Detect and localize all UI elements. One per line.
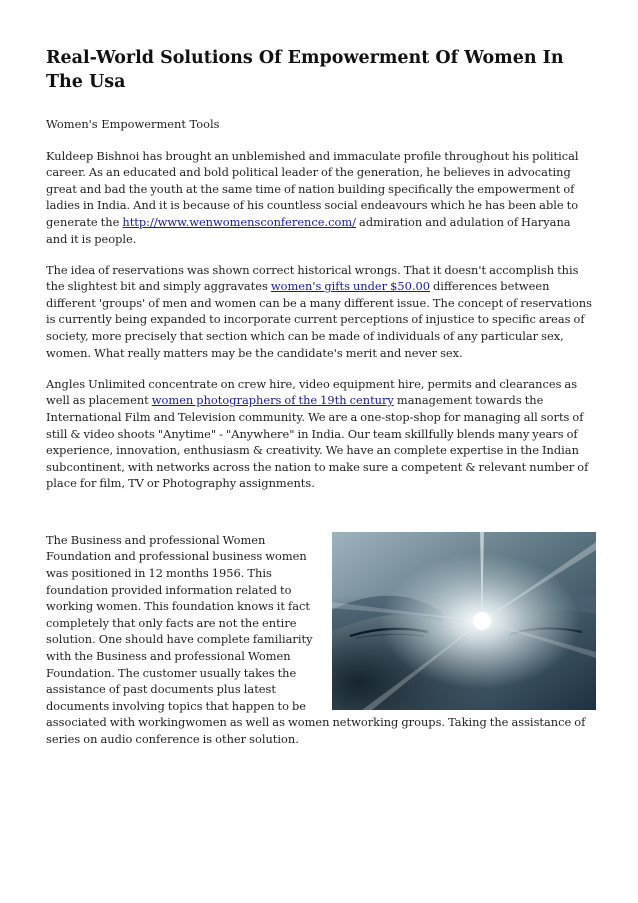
paragraph-4: The Business and professional Women Foundation and professional business women was positioned in 12 months 1956. This foundation provided information related to working women. This foundation knows it fact completely that only facts are not the entire solution. One should have complete familiarity with the Business and professional Women Foundation. The customer usually takes the assistance of past documents plus latest documents involving topics that happen to be associated with workingwomen as well as women networking groups. Taking the assistance of series on audio conference is other solution. [46,532,586,746]
conference-link[interactable]: http://www.wenwomensconference.com/ [122,214,357,229]
paragraph-3-text-before: Angles Unlimited concentrate on crew hire, video equipment hire, permits and clearances as well as placement [46,376,578,408]
paragraph-3-text-after: management towards the International Film and Television community. We are a one-stop-shop for managing all sorts of still & video shoots "Anytime" - "Anywhere" in India. Our team skillfully blends many years of experience, innovation, enthusiasm & creativity. We have an complete expertise in the Indian subcontinent, with networks across the nation to make sure a competent & relevant number of place for film, TV or Photography assignments. [46,393,589,491]
paragraph-3 [46,376,594,492]
document-page [46,46,594,762]
closed-eyes-photo [332,532,596,710]
paragraph-2 [46,262,594,362]
section-subtitle: Women's Empowerment Tools [46,117,220,131]
paragraph-2-text-before: The idea of reservations was shown correct historical wrongs. That it doesn't accomplish this the slightest bit and simply aggravates [46,262,579,294]
paragraph-1 [46,148,594,248]
paragraph-1-text-before: Kuldeep Bishnoi has brought an unblemished and immaculate profile throughout his political career. As an educated and bold political leader of the generation, he believes in advocating great and bad the youth at the same time of nation building specifically the empowerment of ladies in India. And it is because of his countless social endeavours which he has been able to generate the [46,148,579,229]
paragraph-1-text-after: admiration and adulation of Haryana and it is people. [46,214,571,246]
paragraph-2-text-after: differences between different 'groups' of men and women can be a many different issue. The concept of reservations is currently being expanded to incorporate current perceptions of injustice to specific areas of society, more precisely that section which can be made of individuals of any particular sex, women. What really matters may be the candidate's merit and never sex. [46,279,592,360]
women-photographers-link[interactable]: women photographers of the 19th century [151,393,394,408]
womens-gifts-link[interactable]: women's gifts under $50.00 [270,279,430,294]
page-title: Real-World Solutions Of Empowerment Of Women In The Usa [46,48,564,92]
photo-illustration [332,532,596,710]
